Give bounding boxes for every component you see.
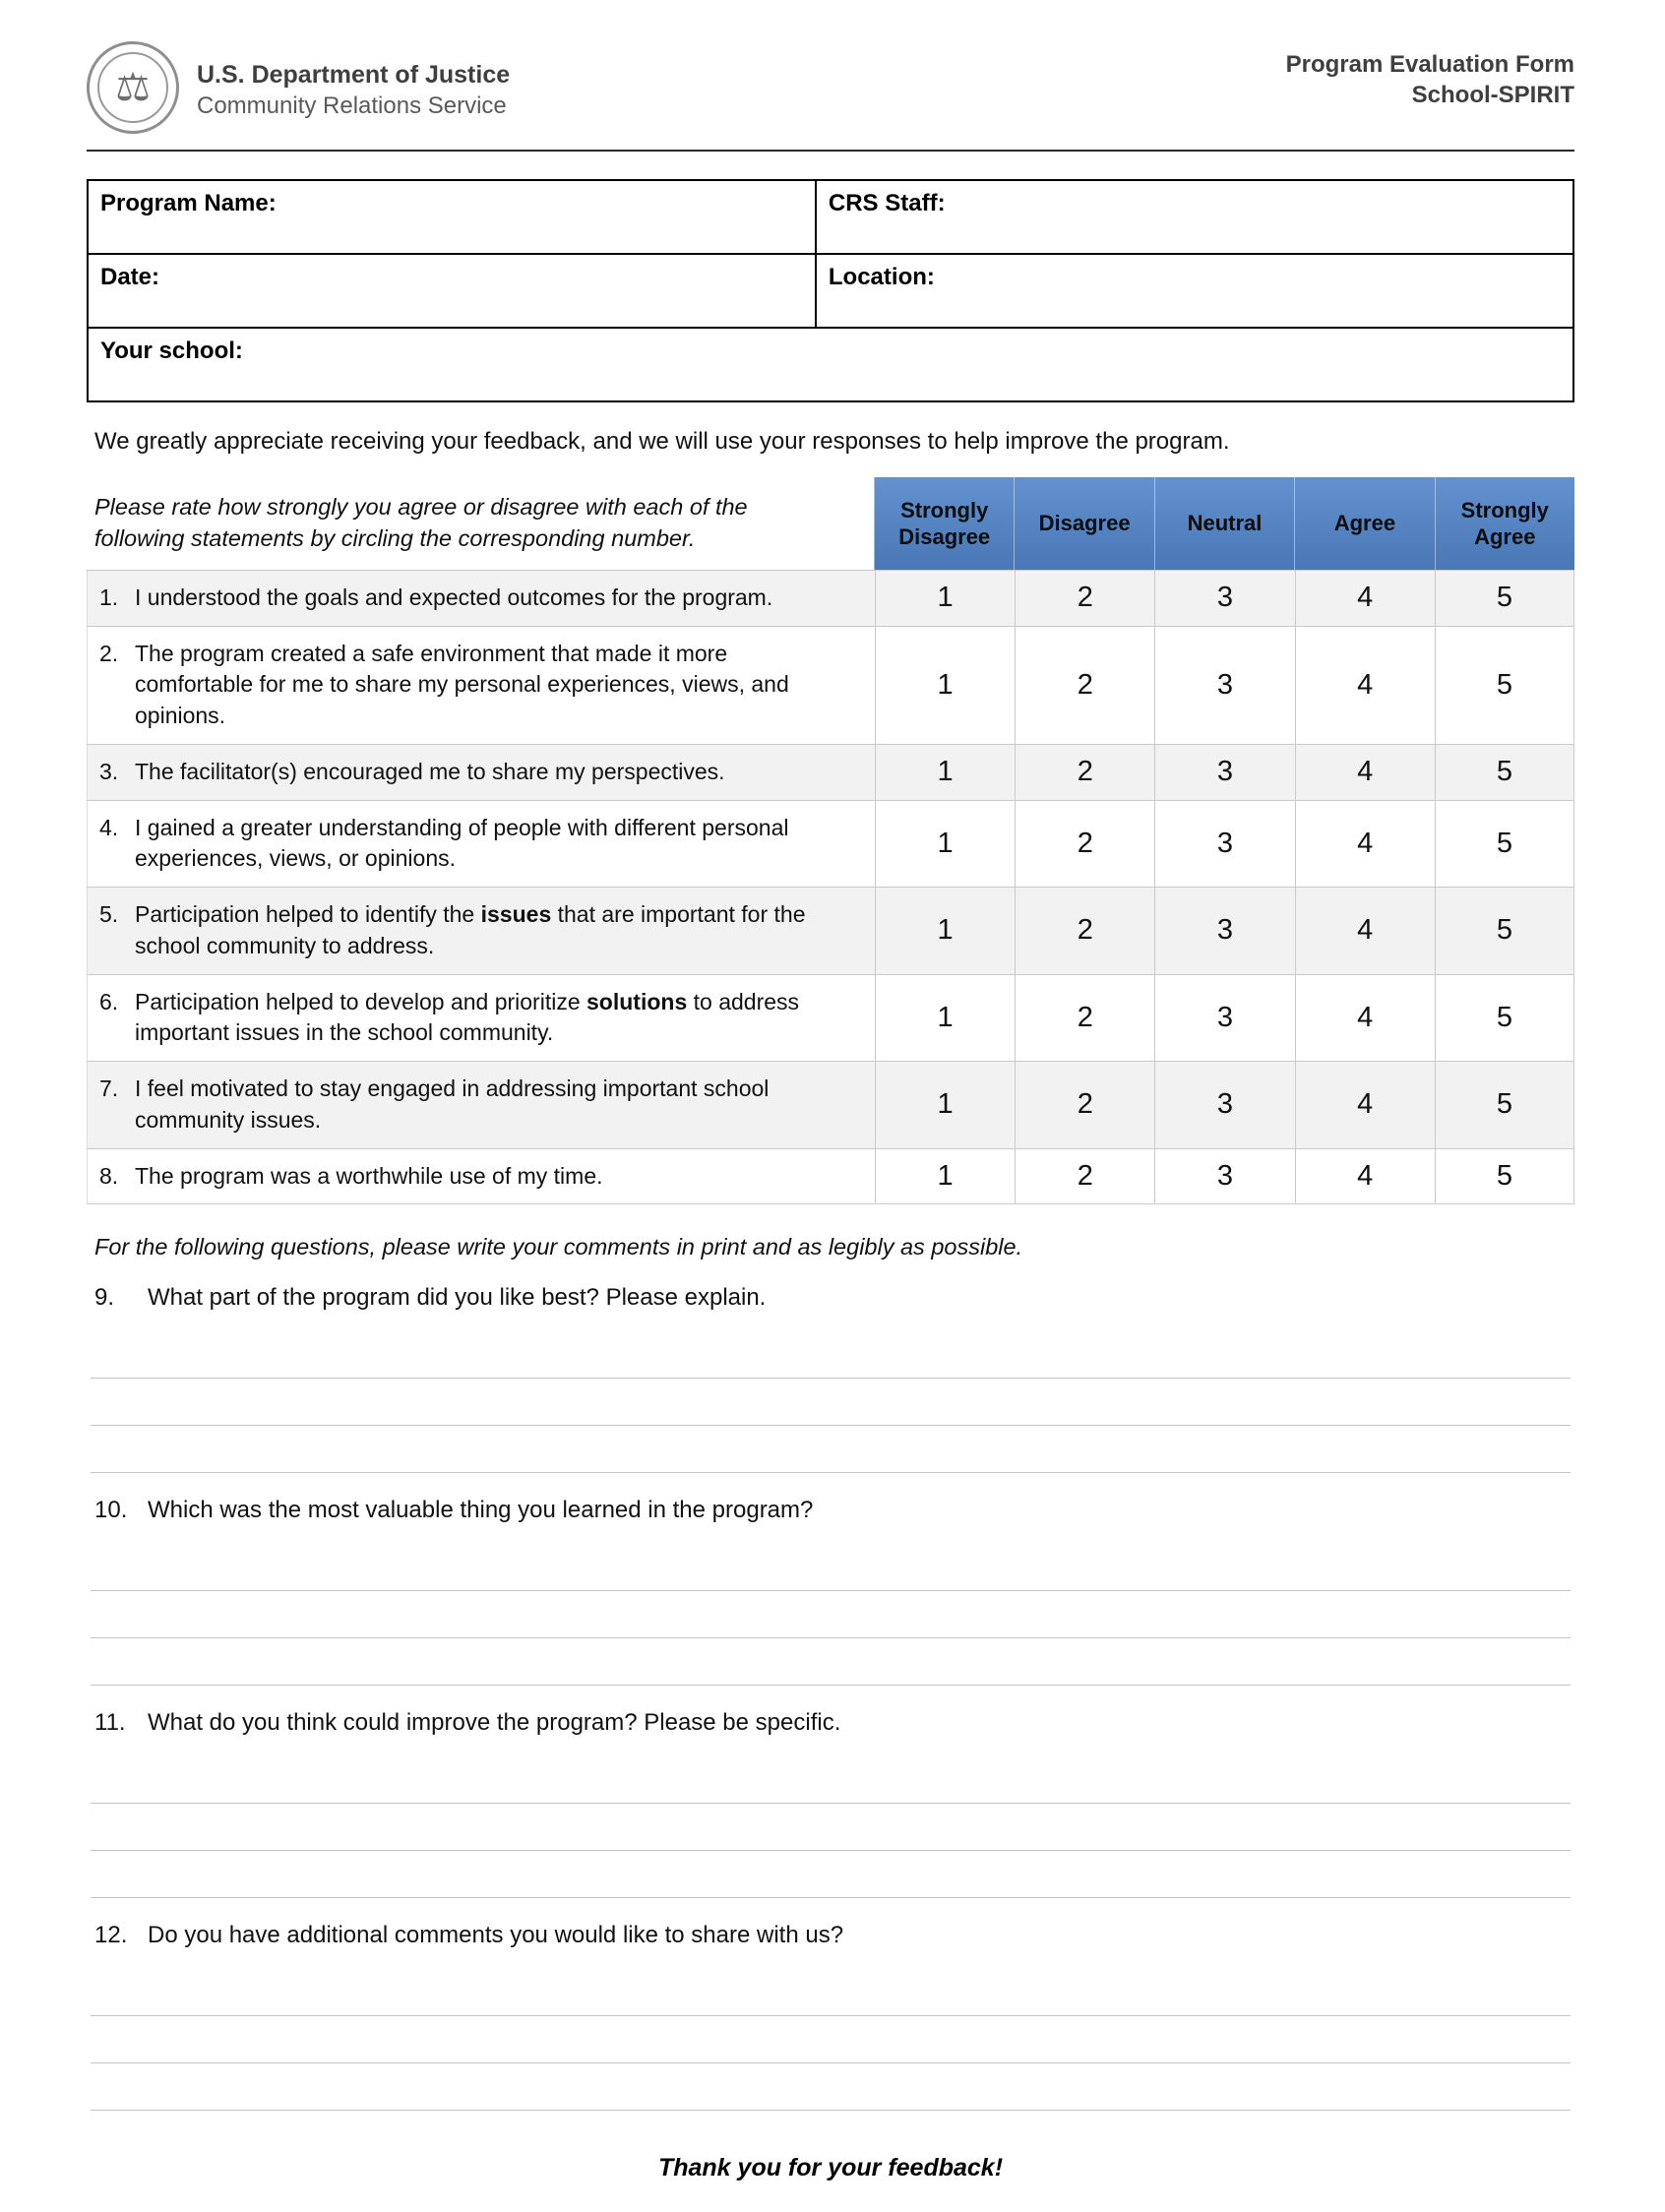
rating-option-2[interactable]: 2 <box>1015 627 1154 744</box>
statement-number: 2. <box>99 640 119 666</box>
rating-option-1[interactable]: 1 <box>875 745 1015 800</box>
statement-cell <box>88 801 875 887</box>
answer-line[interactable] <box>91 1969 1571 2016</box>
rating-option-4[interactable]: 4 <box>1295 801 1435 887</box>
rating-option-3[interactable]: 3 <box>1154 888 1294 973</box>
answer-area <box>91 1544 1571 1686</box>
location-field[interactable] <box>816 254 1573 328</box>
program-name-label: Program Name: <box>100 190 277 216</box>
rating-option-5[interactable]: 5 <box>1435 571 1574 626</box>
statement-text: The facilitator(s) encouraged me to share my perspectives. <box>135 758 725 784</box>
statement-text: The program created a safe environment that made it more comfortable for me to share my personal experiences, views, and opinions. <box>135 640 789 729</box>
question-block <box>87 1709 1574 1898</box>
rating-option-1[interactable]: 1 <box>875 571 1015 626</box>
statement-number: 3. <box>99 758 119 784</box>
question-label: What do you think could improve the program? Please be specific. <box>148 1709 841 1737</box>
rating-option-5[interactable]: 5 <box>1435 975 1574 1061</box>
answer-line[interactable] <box>91 1544 1571 1591</box>
statement-cell <box>88 571 875 626</box>
statement-number: 8. <box>99 1162 119 1189</box>
rating-table <box>87 477 1574 1204</box>
form-title-block <box>1286 41 1574 110</box>
question-text <box>94 1284 1574 1312</box>
info-table <box>87 179 1574 402</box>
thank-you-text: Thank you for your feedback! <box>657 2154 1004 2182</box>
question-number: 9. <box>94 1284 115 1312</box>
answer-line[interactable] <box>91 1851 1571 1898</box>
statement-text: The program was a worthwhile use of my time. <box>135 1162 603 1189</box>
rating-option-4[interactable]: 4 <box>1295 1149 1435 1204</box>
answer-line[interactable] <box>91 2016 1571 2063</box>
statement-row <box>87 975 1574 1062</box>
column-header-agree: Agree <box>1294 477 1434 570</box>
statement-number: 7. <box>99 1075 119 1102</box>
statement-row <box>87 571 1574 627</box>
rating-option-4[interactable]: 4 <box>1295 571 1435 626</box>
intro-text: We greatly appreciate receiving your feedback, and we will use your responses to help improve the program. <box>94 428 1230 455</box>
location-label: Location: <box>828 264 935 290</box>
answer-area <box>91 1756 1571 1898</box>
rating-option-5[interactable]: 5 <box>1435 888 1574 973</box>
rating-option-2[interactable]: 2 <box>1015 745 1154 800</box>
column-header-disagree: Disagree <box>1014 477 1153 570</box>
rating-option-2[interactable]: 2 <box>1015 1149 1154 1204</box>
statement-number: 6. <box>99 988 119 1014</box>
rating-option-4[interactable]: 4 <box>1295 1062 1435 1147</box>
rating-option-1[interactable]: 1 <box>875 1062 1015 1147</box>
statement-cell <box>88 1149 875 1204</box>
statement-text: Participation helped to develop and prioritize solutions to address important issues in the school community. <box>135 988 800 1046</box>
statement-number: 4. <box>99 814 119 840</box>
rating-option-1[interactable]: 1 <box>875 627 1015 744</box>
answer-line[interactable] <box>91 1756 1571 1804</box>
rating-option-4[interactable]: 4 <box>1295 975 1435 1061</box>
agency-name: U.S. Department of Justice <box>197 60 511 89</box>
rating-option-4[interactable]: 4 <box>1295 745 1435 800</box>
answer-area <box>91 1969 1571 2111</box>
rating-option-3[interactable]: 3 <box>1154 1062 1294 1147</box>
statement-row <box>87 1149 1574 1205</box>
scales-of-justice-icon: ⚖ <box>97 52 168 123</box>
rating-option-5[interactable]: 5 <box>1435 627 1574 744</box>
info-row-2 <box>88 254 1573 328</box>
form-header <box>87 41 1574 152</box>
column-header-strongly-agree: Strongly Agree <box>1435 477 1574 570</box>
statement-cell <box>88 1062 875 1147</box>
rating-option-2[interactable]: 2 <box>1015 571 1154 626</box>
rating-option-1[interactable]: 1 <box>875 975 1015 1061</box>
question-text <box>94 1709 1574 1737</box>
question-label: Do you have additional comments you would like to share with us? <box>148 1922 844 1949</box>
statement-text: Participation helped to identify the issues that are important for the school community to address. <box>135 901 806 958</box>
question-block <box>87 1284 1574 1473</box>
question-text <box>94 1497 1574 1524</box>
rating-option-1[interactable]: 1 <box>875 801 1015 887</box>
statement-row <box>87 745 1574 801</box>
answer-area <box>91 1331 1571 1473</box>
rating-option-5[interactable]: 5 <box>1435 1062 1574 1147</box>
question-number: 11. <box>94 1709 126 1737</box>
rating-option-4[interactable]: 4 <box>1295 627 1435 744</box>
question-label: Which was the most valuable thing you learned in the program? <box>148 1497 814 1524</box>
school-field[interactable] <box>88 328 1573 401</box>
statement-row <box>87 801 1574 888</box>
question-text <box>94 1922 1574 1949</box>
statement-row <box>87 1062 1574 1148</box>
rating-option-3[interactable]: 3 <box>1154 1149 1294 1204</box>
answer-line[interactable] <box>91 1379 1571 1426</box>
rating-option-3[interactable]: 3 <box>1154 801 1294 887</box>
rating-option-4[interactable]: 4 <box>1295 888 1435 973</box>
rating-option-3[interactable]: 3 <box>1154 975 1294 1061</box>
date-label: Date: <box>100 264 160 290</box>
school-label: Your school: <box>100 338 243 364</box>
rating-option-5[interactable]: 5 <box>1435 801 1574 887</box>
statement-row <box>87 888 1574 974</box>
comments-instruction: For the following questions, please write your comments in print and as legibly as possible. <box>94 1234 1023 1260</box>
rating-table-header <box>87 477 1574 570</box>
doj-seal-icon <box>87 41 179 134</box>
header-agency-block <box>87 41 510 134</box>
agency-division: Community Relations Service <box>197 92 507 120</box>
statement-cell <box>88 745 875 800</box>
column-header-strongly-disagree: Strongly Disagree <box>874 477 1014 570</box>
crs-staff-label: CRS Staff: <box>828 190 946 216</box>
rating-option-5[interactable]: 5 <box>1435 1149 1574 1204</box>
answer-line[interactable] <box>91 1804 1571 1851</box>
column-header-neutral: Neutral <box>1154 477 1294 570</box>
program-name-field[interactable] <box>88 180 816 254</box>
rating-option-3[interactable]: 3 <box>1154 627 1294 744</box>
answer-line[interactable] <box>91 1638 1571 1686</box>
statement-cell <box>88 888 875 973</box>
rating-option-2[interactable]: 2 <box>1015 801 1154 887</box>
form-title: Program Evaluation Form <box>1285 51 1574 78</box>
question-number: 12. <box>94 1922 128 1949</box>
question-number: 10. <box>94 1497 128 1524</box>
statement-row <box>87 627 1574 745</box>
rating-option-2[interactable]: 2 <box>1015 1062 1154 1147</box>
rating-option-1[interactable]: 1 <box>875 1149 1015 1204</box>
crs-staff-field[interactable] <box>816 180 1573 254</box>
info-row-3 <box>88 328 1573 401</box>
answer-line[interactable] <box>91 1331 1571 1379</box>
rating-rows <box>87 570 1574 1204</box>
rating-option-2[interactable]: 2 <box>1015 975 1154 1061</box>
statement-text: I gained a greater understanding of people with different personal experiences, views, or opinions. <box>135 814 789 872</box>
agency-text-block <box>197 54 510 121</box>
rating-option-3[interactable]: 3 <box>1154 571 1294 626</box>
question-block <box>87 1922 1574 2111</box>
statement-number: 1. <box>99 584 119 610</box>
rating-option-3[interactable]: 3 <box>1154 745 1294 800</box>
statement-cell <box>88 975 875 1061</box>
answer-line[interactable] <box>91 2063 1571 2111</box>
date-field[interactable] <box>88 254 816 328</box>
rating-option-2[interactable]: 2 <box>1015 888 1154 973</box>
statement-cell <box>88 627 875 744</box>
questions-section <box>87 1284 1574 2111</box>
question-block <box>87 1497 1574 1686</box>
rating-option-5[interactable]: 5 <box>1435 745 1574 800</box>
statement-text: I understood the goals and expected outcomes for the program. <box>135 584 773 610</box>
form-subtitle: School-SPIRIT <box>1411 82 1574 109</box>
rating-option-1[interactable]: 1 <box>875 888 1015 973</box>
answer-line[interactable] <box>91 1591 1571 1638</box>
statement-number: 5. <box>99 901 119 928</box>
question-label: What part of the program did you like best? Please explain. <box>148 1284 767 1312</box>
rating-instruction: Please rate how strongly you agree or disagree with each of the following statements by circling the corresponding number. <box>94 494 748 551</box>
info-row-1 <box>88 180 1573 254</box>
statement-text: I feel motivated to stay engaged in addressing important school community issues. <box>135 1075 770 1133</box>
answer-line[interactable] <box>91 1426 1571 1473</box>
